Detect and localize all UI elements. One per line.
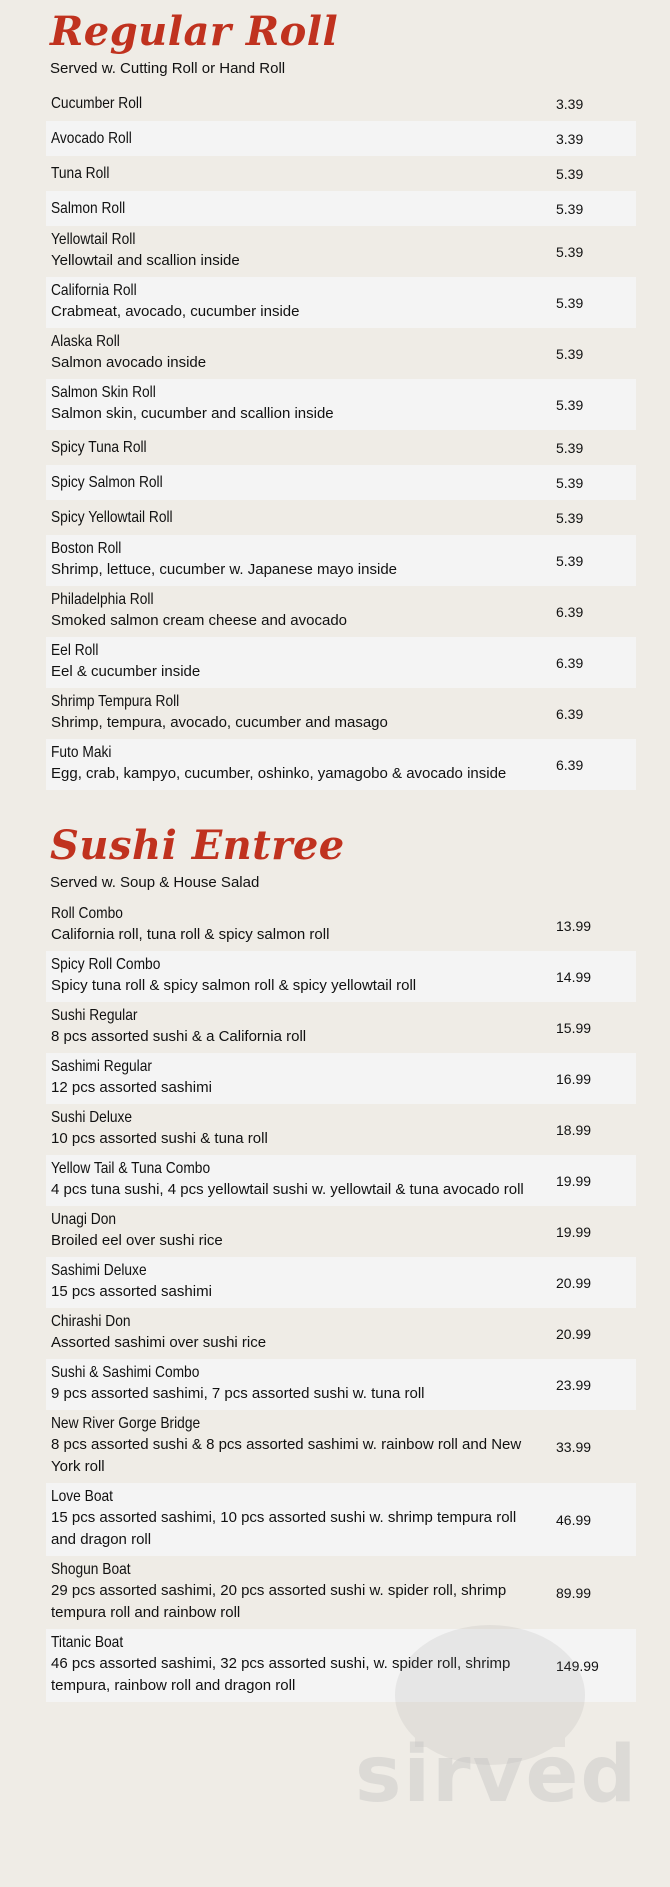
- menu-item-price: 5.39: [556, 396, 584, 413]
- menu-item-description: 8 pcs assorted sushi & a California roll: [51, 1028, 307, 1045]
- menu-item-row: [46, 637, 636, 688]
- menu-item-name: Shrimp Tempura Roll: [51, 693, 180, 710]
- menu-item-text: [51, 1058, 556, 1099]
- menu-item-row: [46, 535, 636, 586]
- menu-item-text: [51, 956, 556, 997]
- menu-item-text: [51, 693, 556, 734]
- menu-item-name: Sushi & Sashimi Combo: [51, 1364, 200, 1381]
- menu-item-text: [51, 642, 556, 683]
- menu-item-description: 29 pcs assorted sashimi, 20 pcs assorted sushi w. spider roll, shrimp tempura roll and rainbow roll: [51, 1582, 507, 1621]
- menu-item-name: Titanic Boat: [51, 1634, 124, 1651]
- menu-item-row: [46, 951, 636, 1002]
- section-title: Sushi Entree: [50, 822, 345, 869]
- menu-item-name: Boston Roll: [51, 540, 122, 557]
- menu-item-text: [51, 540, 556, 581]
- menu-item-text: [51, 282, 556, 323]
- menu-item-price: 5.39: [556, 243, 584, 260]
- menu-item-text: [51, 333, 556, 374]
- menu-item-row: [46, 1104, 636, 1155]
- menu-item-name: Spicy Tuna Roll: [51, 438, 147, 456]
- menu-item-price: 46.99: [556, 1511, 592, 1528]
- menu-item-description: Assorted sashimi over sushi rice: [51, 1334, 267, 1351]
- section-title: Regular Roll: [50, 8, 339, 55]
- menu-item-text: [51, 130, 556, 148]
- menu-item-text: [51, 384, 556, 425]
- menu-item-price: 89.99: [556, 1584, 592, 1601]
- menu-item-name: Avocado Roll: [51, 129, 132, 147]
- watermark-text: sirved: [355, 1730, 639, 1820]
- menu-item-text: [51, 1109, 556, 1150]
- menu-item-price: 15.99: [556, 1019, 592, 1036]
- menu-item-row: [46, 1002, 636, 1053]
- menu-item-name: Yellow Tail & Tuna Combo: [51, 1160, 211, 1177]
- menu-item-description: Eel & cucumber inside: [51, 663, 201, 680]
- menu-item-row: [46, 430, 636, 465]
- menu-item-description: 15 pcs assorted sashimi: [51, 1283, 212, 1300]
- menu-item-price: 18.99: [556, 1121, 592, 1138]
- menu-item-name: Sushi Regular: [51, 1007, 138, 1024]
- section-subtitle: Served w. Cutting Roll or Hand Roll: [50, 60, 286, 77]
- menu-item-name: Shogun Boat: [51, 1561, 131, 1578]
- menu-item-description: Yellowtail and scallion inside: [51, 252, 240, 269]
- menu-item-name: Yellowtail Roll: [51, 231, 136, 248]
- menu-item-price: 19.99: [556, 1172, 592, 1189]
- menu-item-name: Sashimi Regular: [51, 1058, 152, 1075]
- menu-item-text: [51, 591, 556, 632]
- menu-item-row: [46, 900, 636, 951]
- menu-item-text: [51, 165, 556, 183]
- menu-item-name: Tuna Roll: [51, 164, 110, 182]
- menu-item-text: [51, 1313, 556, 1354]
- menu-item-row: [46, 1155, 636, 1206]
- menu-item-name: Roll Combo: [51, 905, 123, 922]
- menu-item-text: [51, 474, 556, 492]
- menu-item-row: [46, 1483, 636, 1556]
- menu-item-row: [46, 1257, 636, 1308]
- menu-item-row: [46, 465, 636, 500]
- menu-item-name: Love Boat: [51, 1488, 113, 1505]
- menu-item-row: [46, 1359, 636, 1410]
- menu-item-name: Alaska Roll: [51, 333, 120, 350]
- menu-item-price: 149.99: [556, 1657, 599, 1674]
- menu-item-price: 5.39: [556, 552, 584, 569]
- menu-item-name: Spicy Salmon Roll: [51, 473, 163, 491]
- menu-item-description: Shrimp, lettuce, cucumber w. Japanese mayo inside: [51, 561, 398, 578]
- menu-item-text: [51, 1488, 556, 1551]
- section-sushi-entree: [0, 822, 670, 1702]
- menu-item-text: [51, 744, 556, 785]
- menu-item-price: 19.99: [556, 1223, 592, 1240]
- menu-item-name: Chirashi Don: [51, 1313, 131, 1330]
- menu-item-price: 5.39: [556, 439, 584, 456]
- menu-item-price: 5.39: [556, 345, 584, 362]
- menu-item-description: Broiled eel over sushi rice: [51, 1232, 223, 1249]
- menu-item-name: Salmon Skin Roll: [51, 384, 156, 401]
- menu-item-price: 5.39: [556, 200, 584, 217]
- menu-item-price: 20.99: [556, 1274, 592, 1291]
- menu-item-row: [46, 1206, 636, 1257]
- menu-item-row: [46, 739, 636, 790]
- menu-item-row: [46, 1053, 636, 1104]
- section-regular-roll: [0, 8, 670, 790]
- menu-item-description: Shrimp, tempura, avocado, cucumber and masago: [51, 714, 388, 731]
- menu-list: [46, 86, 636, 790]
- menu-item-description: 9 pcs assorted sashimi, 7 pcs assorted sushi w. tuna roll: [51, 1385, 425, 1402]
- menu-item-description: California roll, tuna roll & spicy salmon roll: [51, 926, 330, 943]
- menu-item-description: 15 pcs assorted sashimi, 10 pcs assorted sushi w. shrimp tempura roll and dragon roll: [51, 1509, 517, 1548]
- menu-item-description: Spicy tuna roll & spicy salmon roll & spicy yellowtail roll: [51, 977, 417, 994]
- menu-list: [46, 900, 636, 1702]
- menu-item-text: [51, 509, 556, 527]
- menu-item-price: 33.99: [556, 1438, 592, 1455]
- menu-item-price: 5.39: [556, 294, 584, 311]
- menu-item-description: 46 pcs assorted sashimi, 32 pcs assorted sushi, w. spider roll, shrimp tempura, rainbow roll and dragon roll: [51, 1655, 511, 1694]
- menu-item-description: Egg, crab, kampyo, cucumber, oshinko, yamagobo & avocado inside: [51, 765, 507, 782]
- menu-item-price: 5.39: [556, 474, 584, 491]
- menu-item-description: Smoked salmon cream cheese and avocado: [51, 612, 348, 629]
- menu-item-price: 6.39: [556, 705, 584, 722]
- menu-item-text: [51, 1262, 556, 1303]
- menu-item-text: [51, 1007, 556, 1048]
- menu-item-price: 5.39: [556, 509, 584, 526]
- menu-item-name: California Roll: [51, 282, 137, 299]
- menu-item-text: [51, 1364, 556, 1405]
- menu-item-name: Unagi Don: [51, 1211, 117, 1228]
- menu-item-price: 6.39: [556, 603, 584, 620]
- menu-item-description: 4 pcs tuna sushi, 4 pcs yellowtail sushi w. yellowtail & tuna avocado roll: [51, 1181, 524, 1198]
- menu-item-price: 16.99: [556, 1070, 592, 1087]
- menu-item-description: 12 pcs assorted sashimi: [51, 1079, 212, 1096]
- menu-item-text: [51, 1211, 556, 1252]
- menu-item-row: [46, 121, 636, 156]
- menu-item-name: Spicy Roll Combo: [51, 956, 161, 973]
- menu-item-text: [51, 1160, 556, 1201]
- menu-item-price: 13.99: [556, 917, 592, 934]
- menu-item-row: [46, 586, 636, 637]
- menu-item-name: Salmon Roll: [51, 199, 126, 217]
- menu-item-row: [46, 277, 636, 328]
- menu-item-name: Sushi Deluxe: [51, 1109, 133, 1126]
- menu-item-text: [51, 1415, 556, 1478]
- menu-item-text: [51, 231, 556, 272]
- menu-item-name: Cucumber Roll: [51, 94, 142, 112]
- menu-item-row: [46, 191, 636, 226]
- menu-item-row: [46, 379, 636, 430]
- menu-item-price: 20.99: [556, 1325, 592, 1342]
- menu-item-text: [51, 439, 556, 457]
- menu-item-name: Futo Maki: [51, 744, 112, 761]
- menu-item-price: 6.39: [556, 654, 584, 671]
- menu-item-row: [46, 226, 636, 277]
- menu-item-text: [51, 200, 556, 218]
- menu-item-row: [46, 86, 636, 121]
- menu-item-row: [46, 1410, 636, 1483]
- section-subtitle: Served w. Soup & House Salad: [50, 874, 260, 891]
- menu-item-price: 5.39: [556, 165, 584, 182]
- menu-item-description: Salmon avocado inside: [51, 354, 207, 371]
- menu-item-name: Sashimi Deluxe: [51, 1262, 147, 1279]
- menu-item-row: [46, 156, 636, 191]
- menu-item-price: 23.99: [556, 1376, 592, 1393]
- menu-item-text: [51, 95, 556, 113]
- menu-item-price: 6.39: [556, 756, 584, 773]
- menu-item-price: 3.39: [556, 130, 584, 147]
- menu-item-name: Philadelphia Roll: [51, 591, 154, 608]
- menu-item-description: Crabmeat, avocado, cucumber inside: [51, 303, 300, 320]
- menu-item-price: 3.39: [556, 95, 584, 112]
- menu-item-name: New River Gorge Bridge: [51, 1415, 201, 1432]
- menu-item-row: [46, 328, 636, 379]
- menu-item-row: [46, 688, 636, 739]
- menu-item-description: 10 pcs assorted sushi & tuna roll: [51, 1130, 268, 1147]
- menu-item-text: [51, 905, 556, 946]
- menu-item-price: 14.99: [556, 968, 592, 985]
- menu-item-description: 8 pcs assorted sushi & 8 pcs assorted sashimi w. rainbow roll and New York roll: [51, 1436, 522, 1475]
- menu-item-row: [46, 1308, 636, 1359]
- menu-item-description: Salmon skin, cucumber and scallion inside: [51, 405, 334, 422]
- menu-item-name: Spicy Yellowtail Roll: [51, 508, 173, 526]
- menu-item-name: Eel Roll: [51, 642, 99, 659]
- menu-item-row: [46, 500, 636, 535]
